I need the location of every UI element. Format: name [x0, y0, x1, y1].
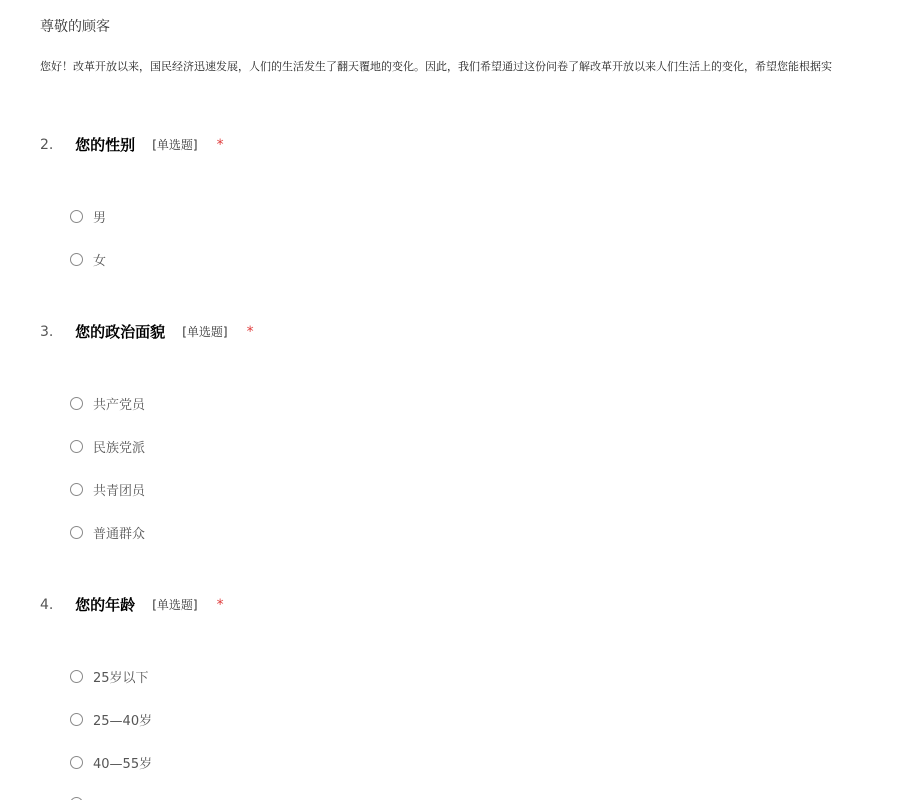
option-age-4-partial[interactable]	[70, 793, 93, 800]
option-label: 25岁以下	[93, 670, 149, 686]
question-title: 您的年龄	[75, 596, 136, 614]
radio-button[interactable]	[70, 210, 83, 223]
option-political-1[interactable]	[70, 393, 145, 413]
question-political-status	[40, 321, 254, 345]
required-marker: *	[246, 323, 254, 340]
option-label: 共青团员	[93, 483, 146, 499]
radio-button[interactable]	[70, 440, 83, 453]
option-age-3[interactable]	[70, 752, 152, 772]
radio-button[interactable]	[70, 670, 83, 683]
option-political-2[interactable]	[70, 436, 145, 456]
radio-button[interactable]	[70, 797, 83, 800]
option-label: 共产党员	[93, 397, 146, 413]
option-label: 女	[93, 253, 107, 269]
radio-button[interactable]	[70, 756, 83, 769]
question-number: 3.	[40, 323, 54, 340]
radio-button[interactable]	[70, 397, 83, 410]
question-title: 您的政治面貌	[75, 323, 166, 341]
radio-button[interactable]	[70, 526, 83, 539]
question-type-label: [单选题]	[182, 325, 228, 339]
option-label: 普通群众	[93, 526, 146, 542]
question-type-label: [单选题]	[152, 598, 198, 612]
option-label: 40—55岁	[93, 756, 153, 772]
question-title: 您的性别	[75, 136, 136, 154]
radio-button[interactable]	[70, 713, 83, 726]
option-label: 男	[93, 210, 107, 226]
option-political-4[interactable]	[70, 522, 145, 542]
option-age-1[interactable]	[70, 666, 149, 686]
intro-text: 您好！改革开放以来，国民经济迅速发展，人们的生活发生了翻天覆地的变化。因此，我们希望通过这份问卷了解改革开放以来人们生活上的变化，希望您能根据实	[40, 60, 832, 73]
question-number: 2.	[40, 136, 54, 153]
option-label: 民族党派	[93, 440, 146, 456]
option-gender-female[interactable]	[70, 249, 106, 269]
question-age	[40, 594, 224, 618]
radio-button[interactable]	[70, 253, 83, 266]
required-marker: *	[216, 136, 224, 153]
greeting-heading: 尊敬的顾客	[40, 19, 110, 35]
required-marker: *	[216, 596, 224, 613]
option-gender-male[interactable]	[70, 206, 106, 226]
question-number: 4.	[40, 596, 54, 613]
option-political-3[interactable]	[70, 479, 145, 499]
question-gender	[40, 134, 224, 158]
question-type-label: [单选题]	[152, 138, 198, 152]
option-age-2[interactable]	[70, 709, 152, 729]
radio-button[interactable]	[70, 483, 83, 496]
option-label: 25—40岁	[93, 713, 153, 729]
